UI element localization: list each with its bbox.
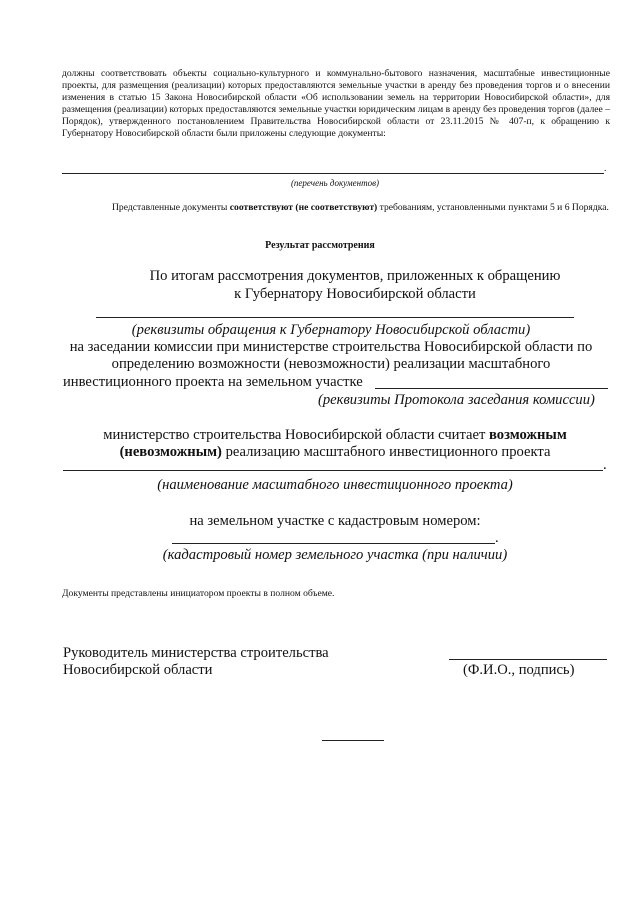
result-heading: Результат рассмотрения	[265, 240, 375, 251]
signature-line	[449, 659, 607, 660]
result-line-4: определению возможности (невозможности) реализации масштабного	[111, 356, 551, 372]
signature-caption: (Ф.И.О., подпись)	[463, 662, 575, 678]
result-line-5: инвестиционного проекта на земельном участке	[63, 374, 363, 390]
signature-title-line-1: Руководитель министерства строительства	[63, 645, 329, 661]
decision-line-2	[0, 444, 640, 462]
documents-note: Документы представлены инициатором проекты в полном объеме.	[62, 588, 335, 599]
appeal-details-line	[96, 317, 574, 318]
compliance-paragraph	[62, 202, 610, 214]
protocol-details-line	[375, 388, 608, 389]
cadastral-caption: (кадастровый номер земельного участка (при наличии)	[162, 547, 508, 563]
cadastral-line-end: .	[495, 530, 499, 546]
decision-prefix: министерство строительства Новосибирской области считает	[103, 427, 490, 443]
compliance-suffix: требованиям, установленными пунктами 5 и 6 Порядка.	[377, 202, 609, 213]
decision-impossible: (невозможным)	[119, 444, 222, 460]
cadastral-number-line	[172, 543, 495, 544]
result-line-2: к Губернатору Новосибирской области	[234, 286, 476, 302]
intro-paragraph: должны соответствовать объекты социально-культурного и коммунально-бытового назначения, масштабные инвестиционные проекты, для размещения (реализации) которых предоставляются земельные участки в аренду без проведения торгов и о внесении изменения в статью 15 Закона Новосибирской области «Об использовании земель на территории Новосибирской области», для размещения (реализации) которых предоставляются земельные участки юридическим лицам в аренду без проведения торгов (далее – Порядок), утвержденного постановлением Правительства Новосибирской области от 23.11.2015 № 407-п, к обращению к Губернатору Новосибирской области были приложены следующие документы:	[62, 68, 610, 140]
decision-suffix: реализацию масштабного инвестиционного проекта	[221, 444, 551, 460]
documents-caption: (перечень документов)	[290, 178, 380, 188]
project-name-line-end: .	[603, 457, 607, 473]
bottom-separator	[322, 740, 384, 741]
appeal-details-caption: (реквизиты обращения к Губернатору Новосибирской области)	[131, 322, 531, 338]
protocol-details-caption: (реквизиты Протокола заседания комиссии)	[318, 392, 595, 408]
decision-possible: возможным	[489, 427, 567, 443]
cadastral-label: на земельном участке с кадастровым номером:	[189, 513, 481, 529]
documents-list-line	[62, 173, 604, 174]
decision-line-1	[0, 427, 640, 445]
result-line-1: По итогам рассмотрения документов, приложенных к обращению	[149, 268, 561, 284]
documents-line-end: .	[604, 163, 607, 174]
compliance-bold: соответствуют (не соответствуют)	[229, 202, 378, 213]
compliance-prefix: Представленные документы	[112, 202, 230, 213]
project-name-caption: (наименование масштабного инвестиционного проекта)	[157, 477, 513, 493]
result-line-3: на заседании комиссии при министерстве строительства Новосибирской области по	[69, 339, 593, 355]
project-name-line	[63, 470, 603, 471]
signature-title-line-2: Новосибирской области	[63, 662, 213, 678]
